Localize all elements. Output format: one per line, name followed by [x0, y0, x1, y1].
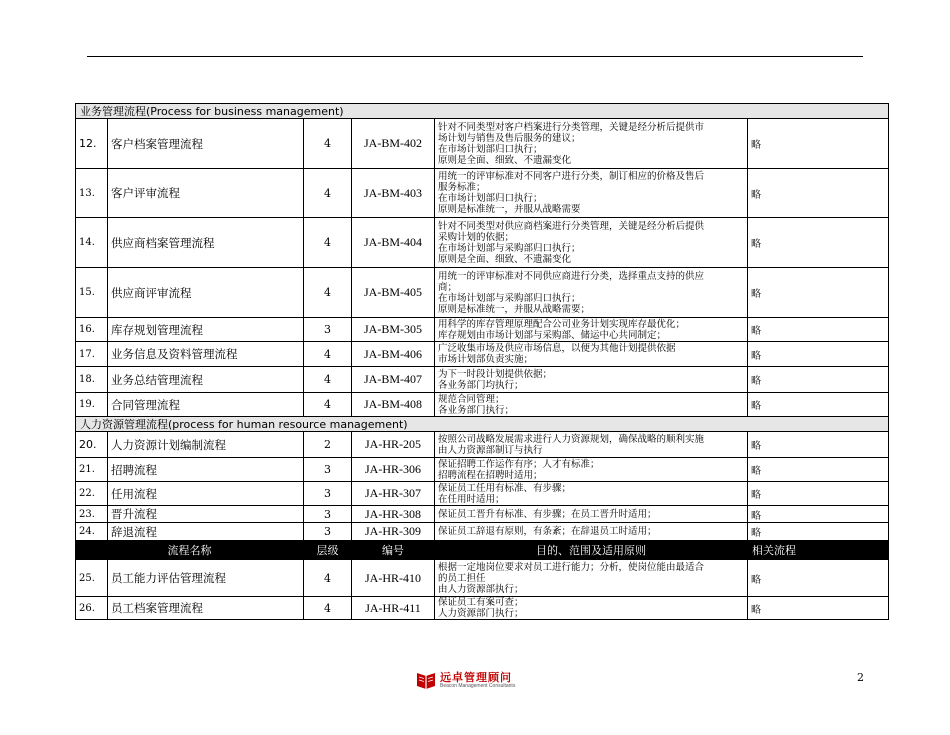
table-row	[76, 342, 889, 367]
header-purpose: 目的、范围及适用原则	[435, 541, 748, 560]
process-code: JA-BM-406	[352, 342, 435, 367]
related-process: 略	[748, 367, 889, 393]
related-process: 略	[748, 506, 889, 523]
process-purpose	[435, 169, 748, 218]
process-code: JA-HR-306	[352, 458, 435, 482]
process-level: 4	[304, 393, 352, 417]
related-process: 略	[748, 432, 889, 458]
process-name: 合同管理流程	[108, 393, 304, 417]
process-code: JA-BM-404	[352, 218, 435, 268]
purpose-line: 由人力资源部制订与执行	[438, 444, 543, 456]
process-code: JA-HR-308	[352, 506, 435, 523]
row-number: 15.	[76, 268, 108, 318]
purpose-line: 保证员工有案可查；	[438, 597, 524, 608]
purpose-line: 原则是全面、细致、不遗漏变化	[438, 253, 572, 265]
process-level: 3	[304, 523, 352, 541]
purpose-line: 各业务部门均执行；	[438, 379, 524, 391]
process-purpose	[435, 482, 748, 506]
row-number: 13.	[76, 169, 108, 218]
process-code: JA-BM-408	[352, 393, 435, 417]
related-process: 略	[748, 482, 889, 506]
table-row	[76, 458, 889, 482]
purpose-line: 市场计划部负责实施；	[438, 354, 534, 365]
table-row	[76, 169, 889, 218]
row-number: 25.	[76, 560, 108, 597]
process-purpose	[435, 119, 748, 169]
process-name: 库存规划管理流程	[108, 318, 304, 342]
process-purpose	[435, 218, 748, 268]
process-code: JA-HR-307	[352, 482, 435, 506]
header-name: 流程名称	[76, 541, 304, 560]
purpose-line: 按照公司战略发展需求进行人力资源规划，确保战略的顺利实施	[438, 433, 705, 445]
process-code: JA-BM-405	[352, 268, 435, 318]
related-process: 略	[748, 560, 889, 597]
process-purpose	[435, 367, 748, 393]
process-code: JA-BM-402	[352, 119, 435, 169]
purpose-line: 广泛收集市场及供应市场信息，以便为其他计划提供依据	[438, 343, 676, 354]
logo-book-icon	[416, 669, 436, 689]
process-code: JA-HR-410	[352, 560, 435, 597]
section-business	[76, 104, 889, 119]
process-level: 4	[304, 218, 352, 268]
header-code: 编号	[352, 541, 435, 560]
related-process: 略	[748, 523, 889, 541]
row-number: 22.	[76, 482, 108, 506]
header-rule	[87, 56, 863, 57]
process-name: 员工档案管理流程	[108, 597, 304, 620]
process-purpose	[435, 560, 748, 597]
related-process: 略	[748, 169, 889, 218]
process-name: 辞退流程	[108, 523, 304, 541]
section-title: 人力资源管理流程(process for human resource management)	[76, 417, 889, 432]
column-header-row	[76, 541, 889, 560]
table-row	[76, 367, 889, 393]
row-number: 24.	[76, 523, 108, 541]
process-level: 2	[304, 432, 352, 458]
process-level: 4	[304, 268, 352, 318]
process-table	[75, 103, 889, 620]
process-name: 供应商评审流程	[108, 268, 304, 318]
table-row	[76, 119, 889, 169]
process-purpose	[435, 506, 748, 523]
row-number: 14.	[76, 218, 108, 268]
purpose-line: 规范合同管理；	[438, 393, 505, 405]
purpose-line: 各业务部门执行；	[438, 404, 515, 416]
table-row	[76, 560, 889, 597]
purpose-line: 用统一的评审标准对不同客户进行分类，制订相应的价格及售后	[438, 171, 705, 182]
related-process: 略	[748, 342, 889, 367]
logo-text: 远卓管理顾问	[440, 671, 512, 684]
page-number: 2	[857, 671, 864, 684]
purpose-line: 针对不同类型对供应商档案进行分类管理，关键是经分析后提供	[438, 220, 705, 232]
purpose-line: 用统一的评审标准对不同供应商进行分类，选择重点支持的供应	[438, 270, 705, 282]
section-hr	[76, 417, 889, 432]
process-level: 4	[304, 367, 352, 393]
process-purpose	[435, 342, 748, 367]
process-purpose	[435, 318, 748, 342]
purpose-line: 服务标准；	[438, 182, 486, 193]
process-purpose	[435, 458, 748, 482]
purpose-line: 商；	[438, 281, 458, 293]
logo-subtext: Beacon Management Consultants	[440, 683, 516, 689]
row-number: 16.	[76, 318, 108, 342]
process-name: 业务信息及资料管理流程	[108, 342, 304, 367]
process-purpose	[435, 268, 748, 318]
purpose-line: 根据一定地岗位要求对员工进行能力；分析，使岗位能由最适合	[438, 561, 705, 573]
purpose-line: 库存规划由市场计划部与采购部、储运中心共同制定；	[438, 329, 667, 341]
row-number: 21.	[76, 458, 108, 482]
purpose-line: 原则是标准统一，并服从战略需要	[438, 204, 581, 215]
process-level: 3	[304, 318, 352, 342]
table-row	[76, 432, 889, 458]
purpose-line: 原则是标准统一，并服从战略需要；	[438, 303, 591, 315]
purpose-line: 在市场计划部与采购部归口执行；	[438, 242, 581, 254]
table-row	[76, 506, 889, 523]
process-level: 3	[304, 458, 352, 482]
process-name: 员工能力评估管理流程	[108, 560, 304, 597]
related-process: 略	[748, 318, 889, 342]
purpose-line: 保证员工辞退有原则，有条紊；在辞退员工时适用；	[438, 526, 657, 537]
purpose-line: 针对不同类型对客户档案进行分类管理，关键是经分析后提供市	[438, 121, 705, 133]
process-level: 4	[304, 560, 352, 597]
process-level: 4	[304, 342, 352, 367]
process-name: 客户评审流程	[108, 169, 304, 218]
related-process: 略	[748, 597, 889, 620]
row-number: 20.	[76, 432, 108, 458]
purpose-line: 保证员工任用有标准、有步骤；	[438, 482, 572, 494]
row-number: 17.	[76, 342, 108, 367]
process-name: 供应商档案管理流程	[108, 218, 304, 268]
process-name: 客户档案管理流程	[108, 119, 304, 169]
process-purpose	[435, 597, 748, 620]
purpose-line: 在市场计划部与采购部归口执行；	[438, 292, 581, 304]
related-process: 略	[748, 458, 889, 482]
purpose-line: 保证员工晋升有标准、有步骤；在员工晋升时适用；	[438, 508, 657, 520]
row-number: 23.	[76, 506, 108, 523]
process-code: JA-HR-309	[352, 523, 435, 541]
purpose-line: 为下一时段计划提供依据；	[438, 368, 553, 380]
section-title: 业务管理流程(Process for business management)	[76, 104, 889, 119]
purpose-line: 用科学的库存管理原理配合公司业务计划实现库存最优化；	[438, 318, 686, 330]
row-number: 12.	[76, 119, 108, 169]
process-name: 晋升流程	[108, 506, 304, 523]
process-name: 招聘流程	[108, 458, 304, 482]
company-logo	[416, 669, 520, 691]
table-row	[76, 597, 889, 620]
purpose-line: 在市场计划部归口执行；	[438, 193, 543, 204]
purpose-line: 在任用时适用；	[438, 493, 505, 505]
header-level: 层级	[304, 541, 352, 560]
process-code: JA-BM-403	[352, 169, 435, 218]
table-row	[76, 268, 889, 318]
table-row	[76, 218, 889, 268]
row-number: 19.	[76, 393, 108, 417]
process-purpose	[435, 393, 748, 417]
purpose-line: 在市场计划部归口执行；	[438, 143, 543, 155]
process-name: 人力资源计划编制流程	[108, 432, 304, 458]
table-row	[76, 393, 889, 417]
related-process: 略	[748, 268, 889, 318]
table-row	[76, 318, 889, 342]
purpose-line: 保证招聘工作运作有序；人才有标准；	[438, 458, 600, 470]
table-row	[76, 482, 889, 506]
header-related: 相关流程	[748, 541, 889, 560]
purpose-line: 场计划与销售及售后服务的建议；	[438, 132, 581, 144]
process-purpose	[435, 432, 748, 458]
related-process: 略	[748, 218, 889, 268]
process-code: JA-HR-411	[352, 597, 435, 620]
process-level: 4	[304, 597, 352, 620]
purpose-line: 的员工担任	[438, 572, 486, 584]
purpose-line: 采购计划的依据；	[438, 231, 515, 243]
process-purpose	[435, 523, 748, 541]
process-level: 3	[304, 506, 352, 523]
purpose-line: 招聘流程在招聘时适用；	[438, 469, 543, 481]
process-code: JA-BM-407	[352, 367, 435, 393]
process-name: 业务总结管理流程	[108, 367, 304, 393]
purpose-line: 原则是全面、细致、不遗漏变化	[438, 154, 572, 166]
process-code: JA-HR-205	[352, 432, 435, 458]
purpose-line: 人力资源部门执行；	[438, 608, 524, 619]
purpose-line: 由人力资源部执行；	[438, 583, 524, 595]
row-number: 18.	[76, 367, 108, 393]
process-level: 3	[304, 482, 352, 506]
row-number: 26.	[76, 597, 108, 620]
related-process: 略	[748, 119, 889, 169]
table-row	[76, 523, 889, 541]
related-process: 略	[748, 393, 889, 417]
process-level: 4	[304, 169, 352, 218]
process-level: 4	[304, 119, 352, 169]
process-code: JA-BM-305	[352, 318, 435, 342]
process-name: 任用流程	[108, 482, 304, 506]
